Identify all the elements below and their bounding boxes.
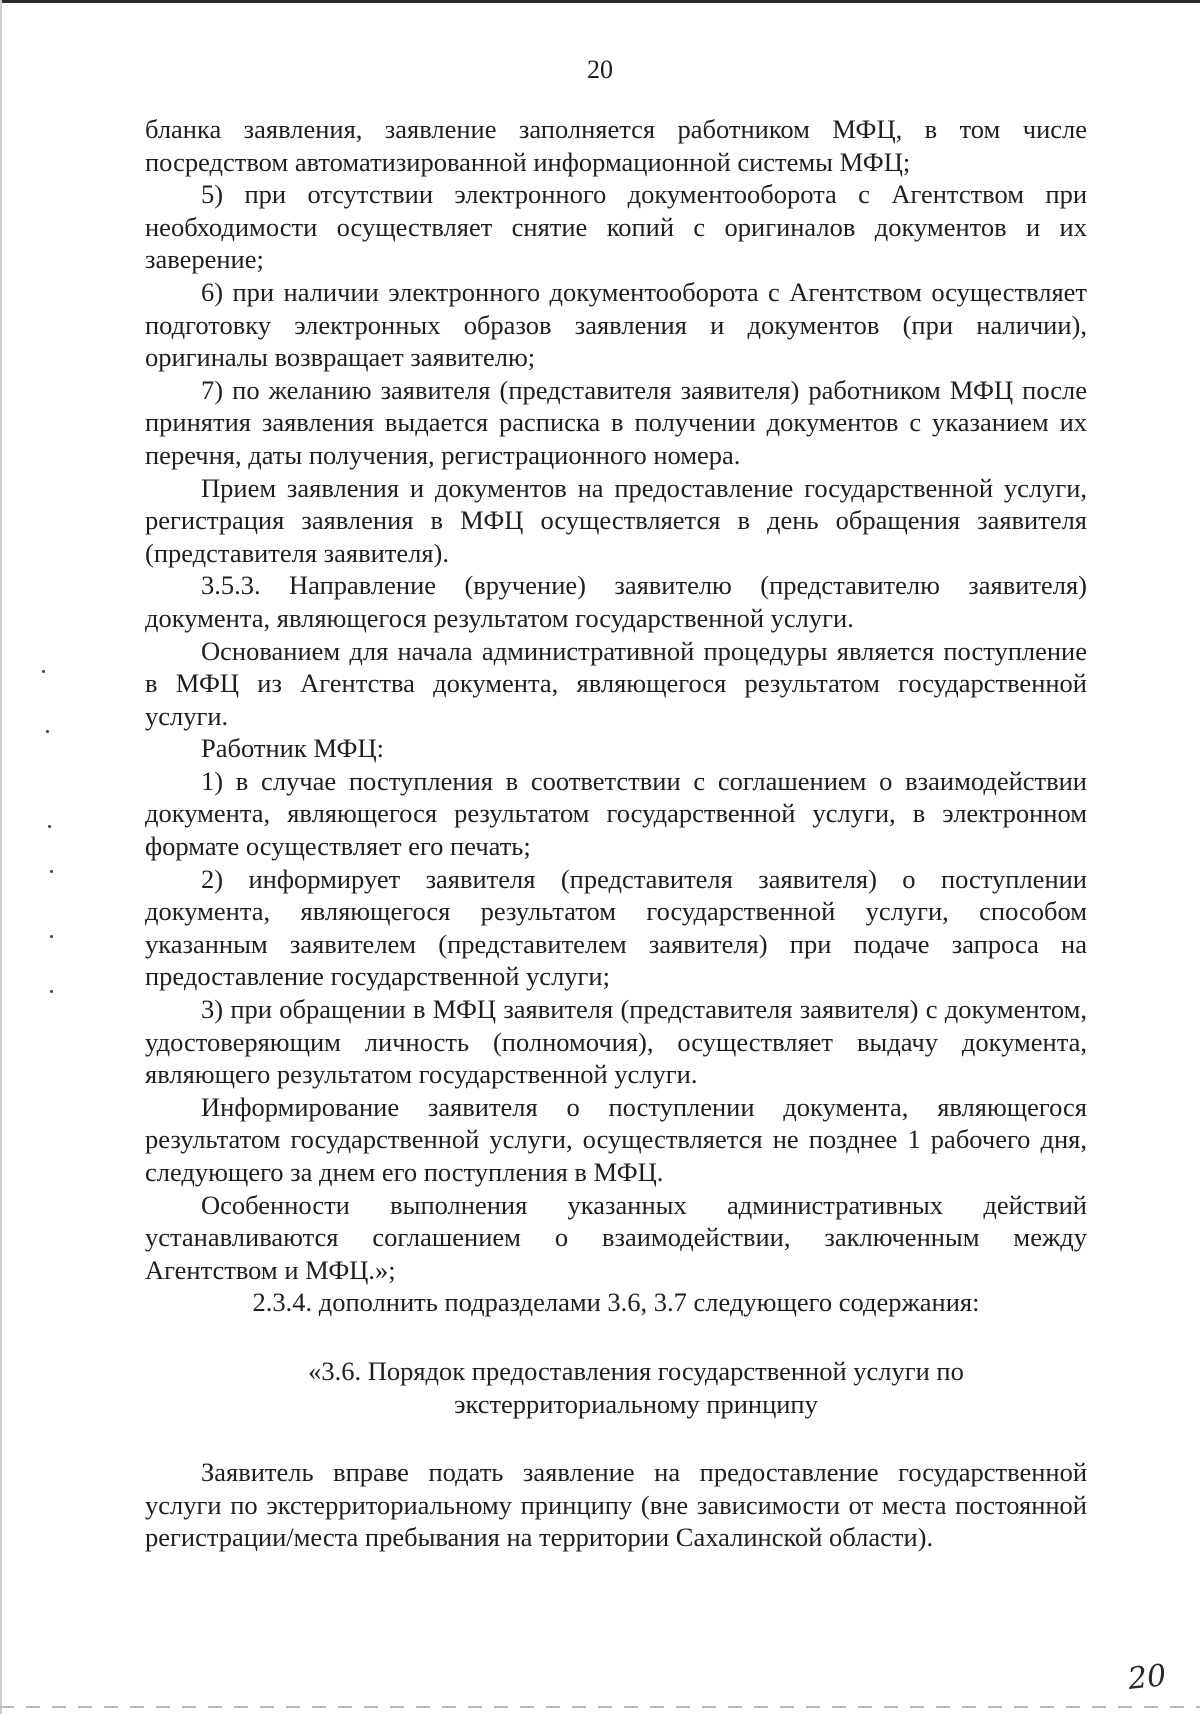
- list-item: 3) при обращении в МФЦ заявителя (представителя заявителя) с документом, удостоверяющим личность (полномочия), осуществляет выдачу документа, являющего результатом государственной услуги.: [145, 994, 1087, 1090]
- paragraph: Работник МФЦ:: [201, 733, 384, 764]
- scan-speck: [46, 730, 49, 733]
- list-item: 2) информирует заявителя (представителя заявителя) о поступлении документа, являющегося результатом государственной услуги, способом указанным заявителем (представителем заявителя) при подаче запроса на предоставление государственной услуги;: [145, 863, 1087, 992]
- list-item: 5) при отсутствии электронного документооборота с Агентством при необходимости осуществляет снятие копий с оригиналов документов и их заверение;: [145, 179, 1087, 275]
- scan-speck: [48, 825, 51, 828]
- document-body: [145, 113, 1087, 1554]
- scan-edge-bottom: [0, 1706, 1200, 1708]
- page-number: 20: [587, 55, 613, 84]
- subsection-heading: 3.5.3. Направление (вручение) заявителю (представителю заявителя) документа, являющегося результатом государственной услуги.: [145, 570, 1087, 633]
- paragraph: Прием заявления и документов на предоставление государственной услуги, регистрация заявления в МФЦ осуществляется в день обращения заявителя (представителя заявителя).: [145, 472, 1087, 568]
- scan-speck: [50, 990, 53, 993]
- scan-speck: [50, 870, 53, 873]
- amendment-line: 2.3.4. дополнить подразделами 3.6, 3.7 следующего содержания:: [252, 1287, 980, 1318]
- paragraph: Особенности выполнения указанных административных действий устанавливаются соглашением о взаимодействии, заключенным между Агентством и МФЦ.»;: [145, 1189, 1087, 1285]
- list-item: 1) в случае поступления в соответствии с соглашением о взаимодействии документа, являющегося результатом государственной услуги, в электронном формате осуществляет его печать;: [145, 765, 1087, 862]
- scan-speck: [42, 670, 45, 673]
- scan-speck: [50, 935, 53, 938]
- list-item: 7) по желанию заявителя (представителя заявителя) работником МФЦ после принятия заявления выдается расписка в получении документов с указанием их перечня, даты получения, регистрационного номера.: [145, 374, 1087, 470]
- paragraph: Основанием для начала административной процедуры является поступление в МФЦ из Агентства документа, являющегося результатом государственной услуги.: [145, 635, 1087, 731]
- section-heading-line-2: экстерриториальному принципу: [454, 1388, 818, 1419]
- section-heading-line-1: «3.6. Порядок предоставления государственной услуги по: [308, 1355, 964, 1386]
- paragraph: Информирование заявителя о поступлении документа, являющегося результатом государственной услуги, осуществляется не позднее 1 рабочего дня, следующего за днем его поступления в МФЦ.: [145, 1091, 1087, 1187]
- handwritten-page-mark: 20: [1126, 1658, 1168, 1697]
- paragraph: бланка заявления, заявление заполняется работником МФЦ, в том числе посредством автоматизированной информационной системы МФЦ;: [145, 114, 1087, 177]
- paragraph: Заявитель вправе подать заявление на предоставление государственной услуги по экстерриториальному принципу (вне зависимости от места постоянной регистрации/места пребывания на территории Сахалинской области).: [145, 1457, 1087, 1553]
- section-heading: [145, 1355, 1087, 1420]
- scan-edge-left: [0, 0, 2, 1714]
- scan-edge-top: [0, 0, 1200, 3]
- list-item: 6) при наличии электронного документооборота с Агентством осуществляет подготовку электронных образов заявления и документов (при наличии), оригиналы возвращает заявителю;: [145, 276, 1087, 373]
